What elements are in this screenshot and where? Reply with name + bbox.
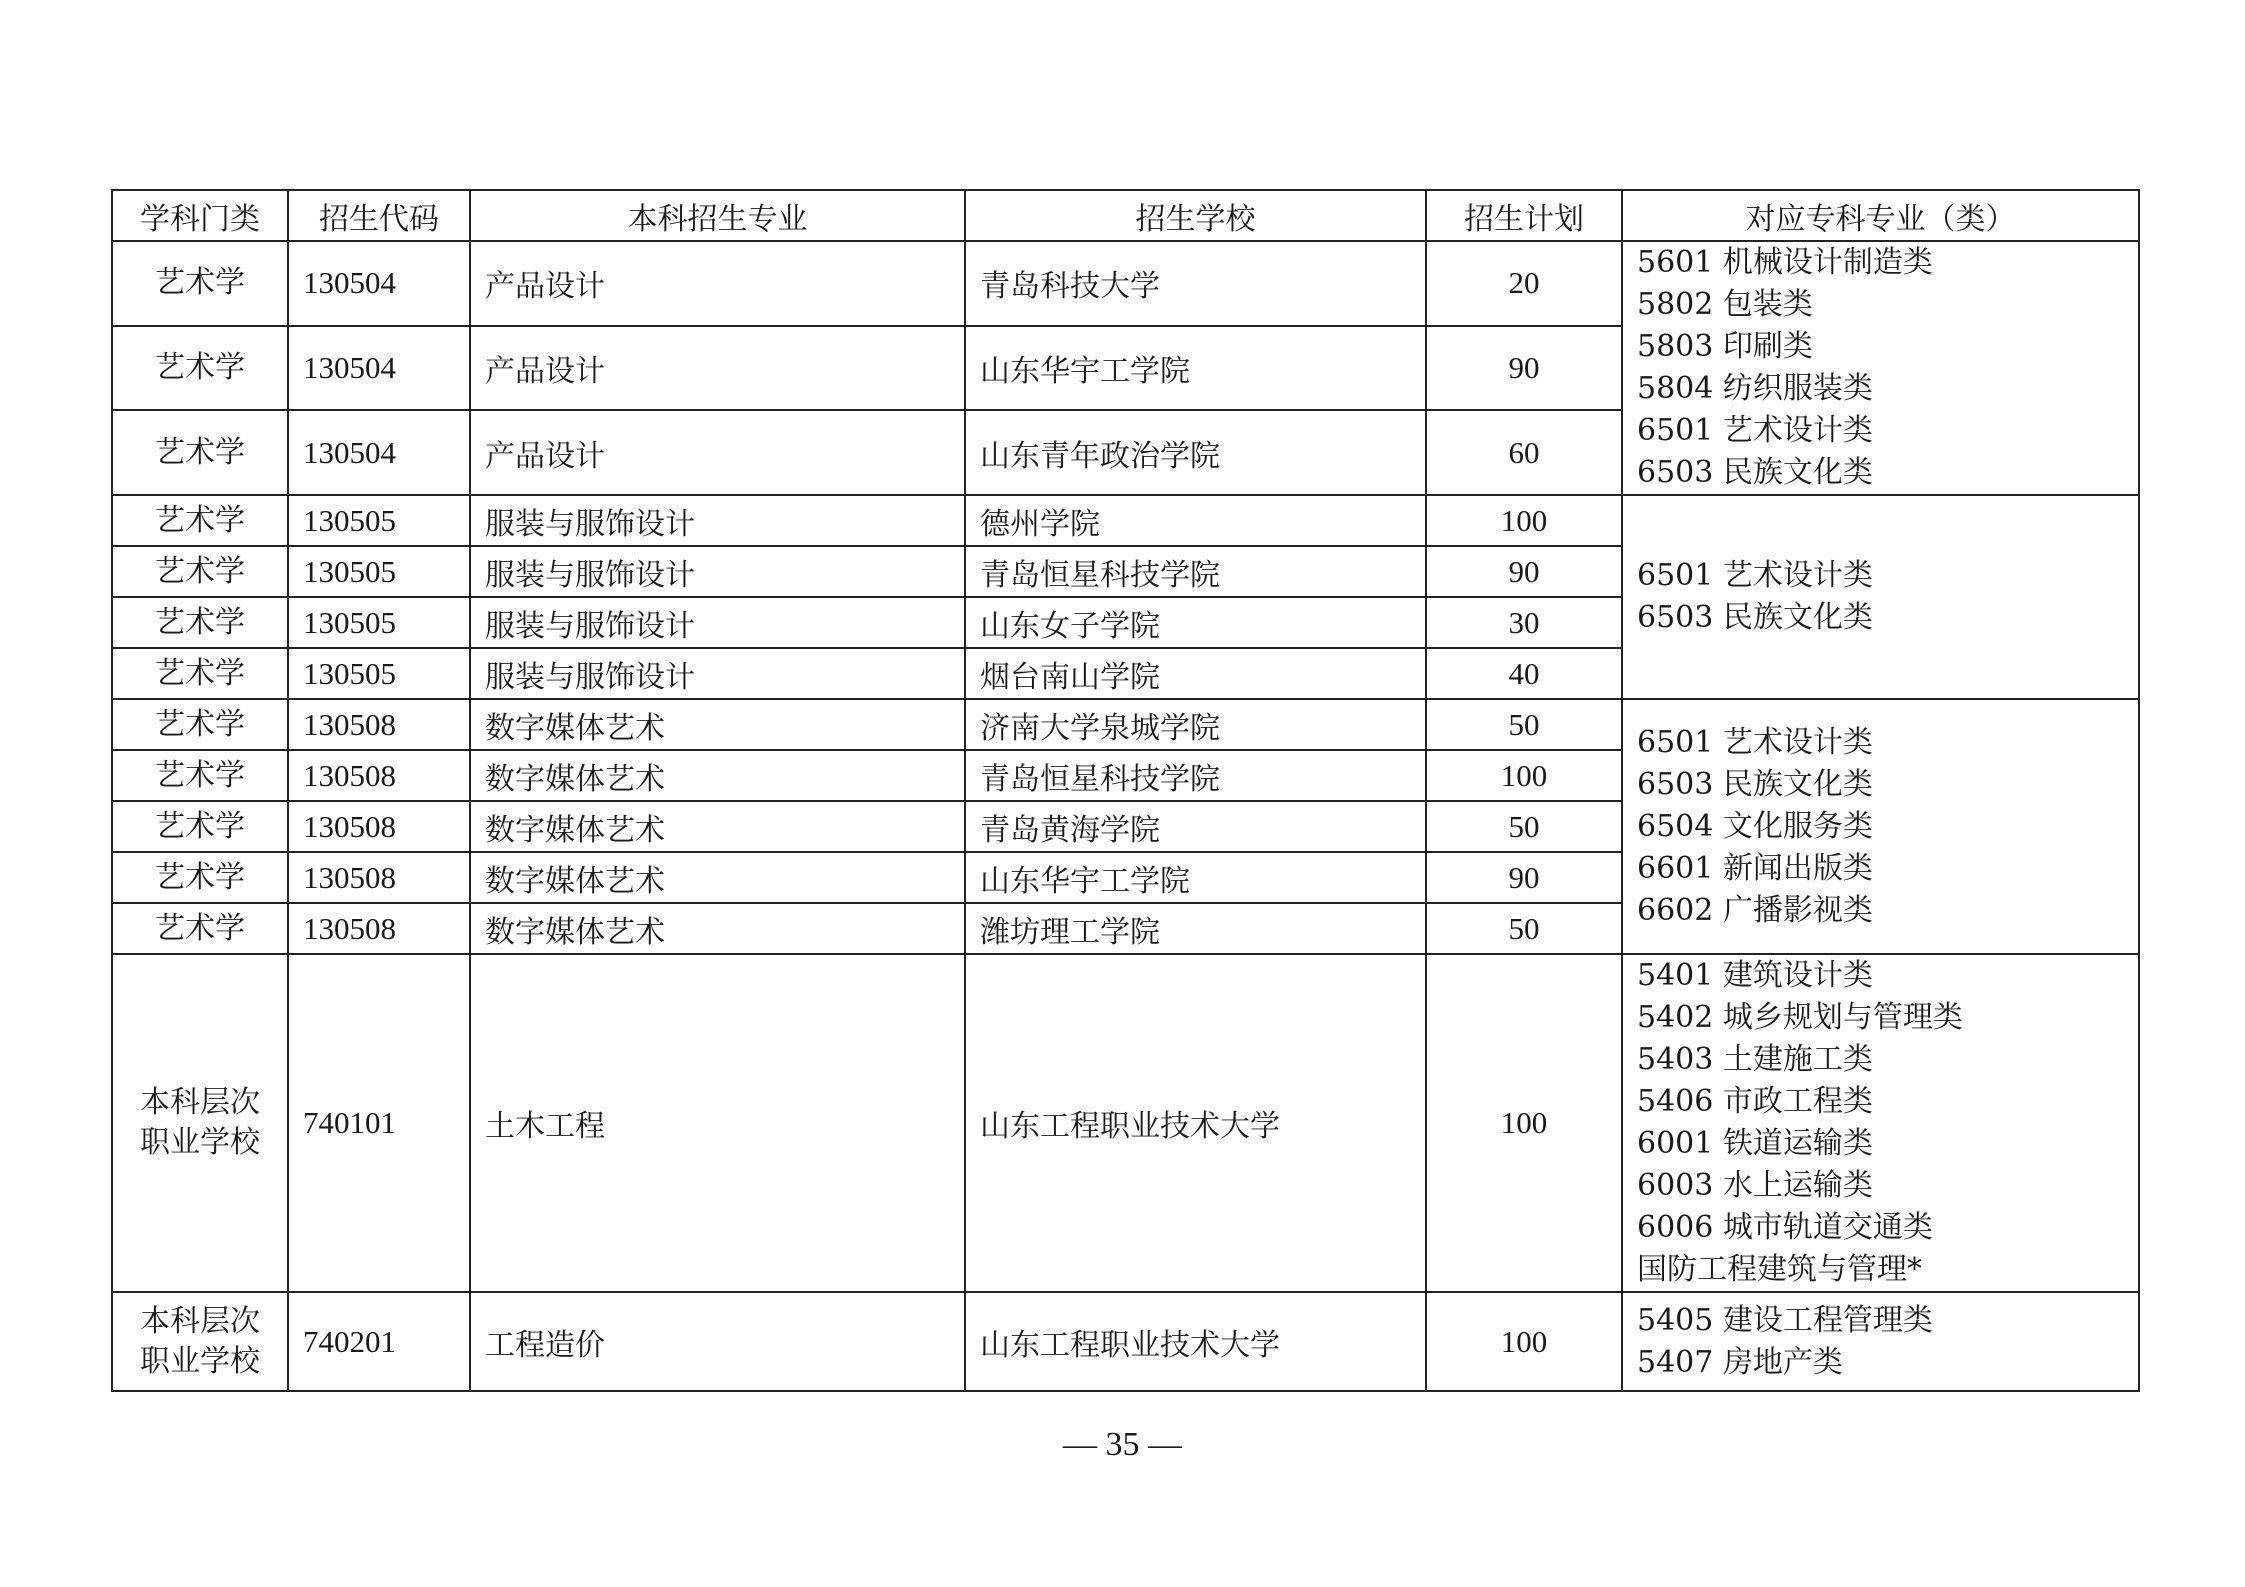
- cell-code: 130505: [288, 597, 470, 648]
- cell-category: [112, 750, 288, 801]
- cell-major: 工程造价: [470, 1292, 965, 1391]
- cell-code: 130505: [288, 495, 470, 546]
- corresponding-major: 5601 机械设计制造类: [1637, 245, 1933, 280]
- cell-category: [112, 1292, 288, 1391]
- cell-category: [112, 410, 288, 495]
- cell-code: 130508: [288, 852, 470, 903]
- corresponding-major: 6503 民族文化类: [1637, 766, 1873, 802]
- category-line: 职业学校: [140, 1343, 260, 1379]
- cell-code: 130508: [288, 801, 470, 852]
- category-line: 艺术学: [155, 604, 245, 640]
- cell-code: 130508: [288, 750, 470, 801]
- cell-category: [112, 326, 288, 411]
- corresponding-major: 6501 艺术设计类: [1637, 558, 1873, 593]
- cell-school: 青岛恒星科技学院: [965, 546, 1426, 597]
- cell-plan: 90: [1426, 546, 1622, 597]
- corresponding-major: 6503 民族文化类: [1637, 455, 1873, 490]
- cell-plan: 60: [1426, 410, 1622, 495]
- cell-code: 740201: [288, 1292, 470, 1391]
- cell-plan: 50: [1426, 801, 1622, 852]
- category-line: 艺术学: [155, 757, 245, 793]
- corresponding-major: 6503 民族文化类: [1637, 600, 1873, 635]
- cell-corresponding-majors: [1622, 1292, 2139, 1391]
- cell-major: 数字媒体艺术: [470, 801, 965, 852]
- cell-plan: 100: [1426, 1292, 1622, 1391]
- cell-major: 产品设计: [470, 241, 965, 326]
- table-row: [112, 495, 2139, 546]
- corresponding-major: 6001 铁道运输类: [1637, 1126, 1873, 1161]
- cell-code: 130508: [288, 903, 470, 954]
- cell-code: 130508: [288, 699, 470, 750]
- corresponding-major: 5804 纺织服装类: [1637, 371, 1873, 406]
- enrollment-table: [111, 189, 2140, 1392]
- cell-code: 130504: [288, 410, 470, 495]
- cell-plan: 90: [1426, 852, 1622, 903]
- cell-major: 服装与服饰设计: [470, 495, 965, 546]
- category-line: 本科层次: [140, 1303, 260, 1339]
- category-line: 艺术学: [155, 265, 245, 301]
- cell-plan: 40: [1426, 648, 1622, 699]
- header-code: 招生代码: [288, 190, 470, 241]
- cell-category: [112, 546, 288, 597]
- table-header: [112, 190, 2139, 241]
- corresponding-major: 6602 广播影视类: [1637, 892, 1873, 928]
- cell-major: 产品设计: [470, 410, 965, 495]
- corresponding-major: 6003 水上运输类: [1637, 1168, 1873, 1203]
- corresponding-major: 国防工程建筑与管理*: [1637, 1252, 1922, 1287]
- header-category: 学科门类: [112, 190, 288, 241]
- cell-category: [112, 241, 288, 326]
- cell-major: 土木工程: [470, 954, 965, 1292]
- corresponding-major: 6601 新闻出版类: [1637, 850, 1873, 886]
- cell-school: 山东青年政治学院: [965, 410, 1426, 495]
- cell-category: [112, 801, 288, 852]
- category-line: 艺术学: [155, 859, 245, 895]
- table-row: [112, 699, 2139, 750]
- cell-major: 服装与服饰设计: [470, 597, 965, 648]
- corresponding-major: 5803 印刷类: [1637, 329, 1813, 364]
- cell-major: 数字媒体艺术: [470, 750, 965, 801]
- corresponding-major: 6501 艺术设计类: [1637, 413, 1873, 448]
- corresponding-major: 6504 文化服务类: [1637, 808, 1873, 844]
- cell-school: 山东华宇工学院: [965, 852, 1426, 903]
- table-row: [112, 1292, 2139, 1391]
- page-number: — 35 —: [1063, 1426, 1182, 1463]
- cell-code: 130505: [288, 648, 470, 699]
- cell-major: 数字媒体艺术: [470, 699, 965, 750]
- cell-major: 产品设计: [470, 326, 965, 411]
- category-line: 艺术学: [155, 349, 245, 385]
- cell-category: [112, 699, 288, 750]
- cell-school: 山东华宇工学院: [965, 326, 1426, 411]
- cell-corresponding-majors: [1622, 954, 2139, 1292]
- corresponding-major: 5802 包装类: [1637, 287, 1813, 322]
- corresponding-major: 5407 房地产类: [1637, 1344, 1843, 1380]
- cell-school: 青岛科技大学: [965, 241, 1426, 326]
- cell-corresponding-majors: [1622, 241, 2139, 495]
- cell-plan: 20: [1426, 241, 1622, 326]
- cell-school: 潍坊理工学院: [965, 903, 1426, 954]
- category-line: 本科层次: [140, 1085, 260, 1120]
- cell-plan: 50: [1426, 903, 1622, 954]
- cell-plan: 100: [1426, 954, 1622, 1292]
- cell-school: 德州学院: [965, 495, 1426, 546]
- cell-category: [112, 903, 288, 954]
- cell-category: [112, 597, 288, 648]
- cell-code: 740101: [288, 954, 470, 1292]
- cell-school: 济南大学泉城学院: [965, 699, 1426, 750]
- table-row: [112, 954, 2139, 1292]
- cell-category: [112, 648, 288, 699]
- cell-corresponding-majors: [1622, 699, 2139, 954]
- cell-category: [112, 852, 288, 903]
- cell-category: [112, 954, 288, 1292]
- category-line: 职业学校: [140, 1125, 260, 1160]
- cell-plan: 30: [1426, 597, 1622, 648]
- table-body: [112, 241, 2139, 1391]
- category-line: 艺术学: [155, 553, 245, 589]
- cell-major: 服装与服饰设计: [470, 546, 965, 597]
- corresponding-major: 5406 市政工程类: [1637, 1084, 1873, 1119]
- corresponding-major: 6501 艺术设计类: [1637, 724, 1873, 760]
- cell-plan: 100: [1426, 750, 1622, 801]
- cell-major: 数字媒体艺术: [470, 852, 965, 903]
- cell-code: 130504: [288, 241, 470, 326]
- cell-major: 服装与服饰设计: [470, 648, 965, 699]
- cell-school: 烟台南山学院: [965, 648, 1426, 699]
- header-school: 招生学校: [965, 190, 1426, 241]
- corresponding-major: 6006 城市轨道交通类: [1637, 1210, 1933, 1245]
- category-line: 艺术学: [155, 502, 245, 538]
- header-major: 本科招生专业: [470, 190, 965, 241]
- corresponding-major: 5402 城乡规划与管理类: [1637, 1000, 1963, 1035]
- table-row: [112, 241, 2139, 326]
- category-line: 艺术学: [155, 655, 245, 691]
- corresponding-major: 5401 建筑设计类: [1637, 958, 1873, 993]
- cell-school: 山东工程职业技术大学: [965, 954, 1426, 1292]
- cell-code: 130504: [288, 326, 470, 411]
- cell-plan: 100: [1426, 495, 1622, 546]
- category-line: 艺术学: [155, 434, 245, 470]
- cell-school: 青岛恒星科技学院: [965, 750, 1426, 801]
- cell-category: [112, 495, 288, 546]
- cell-plan: 50: [1426, 699, 1622, 750]
- category-line: 艺术学: [155, 910, 245, 946]
- cell-major: 数字媒体艺术: [470, 903, 965, 954]
- header-plan: 招生计划: [1426, 190, 1622, 241]
- corresponding-major: 5405 建设工程管理类: [1637, 1302, 1933, 1338]
- cell-code: 130505: [288, 546, 470, 597]
- cell-plan: 90: [1426, 326, 1622, 411]
- cell-school: 青岛黄海学院: [965, 801, 1426, 852]
- corresponding-major: 5403 土建施工类: [1637, 1042, 1873, 1077]
- cell-school: 山东女子学院: [965, 597, 1426, 648]
- cell-corresponding-majors: [1622, 495, 2139, 699]
- cell-school: 山东工程职业技术大学: [965, 1292, 1426, 1391]
- header-corresponding-majors: 对应专科专业（类）: [1622, 190, 2139, 241]
- header-row: [112, 190, 2139, 241]
- category-line: 艺术学: [155, 808, 245, 844]
- category-line: 艺术学: [155, 706, 245, 742]
